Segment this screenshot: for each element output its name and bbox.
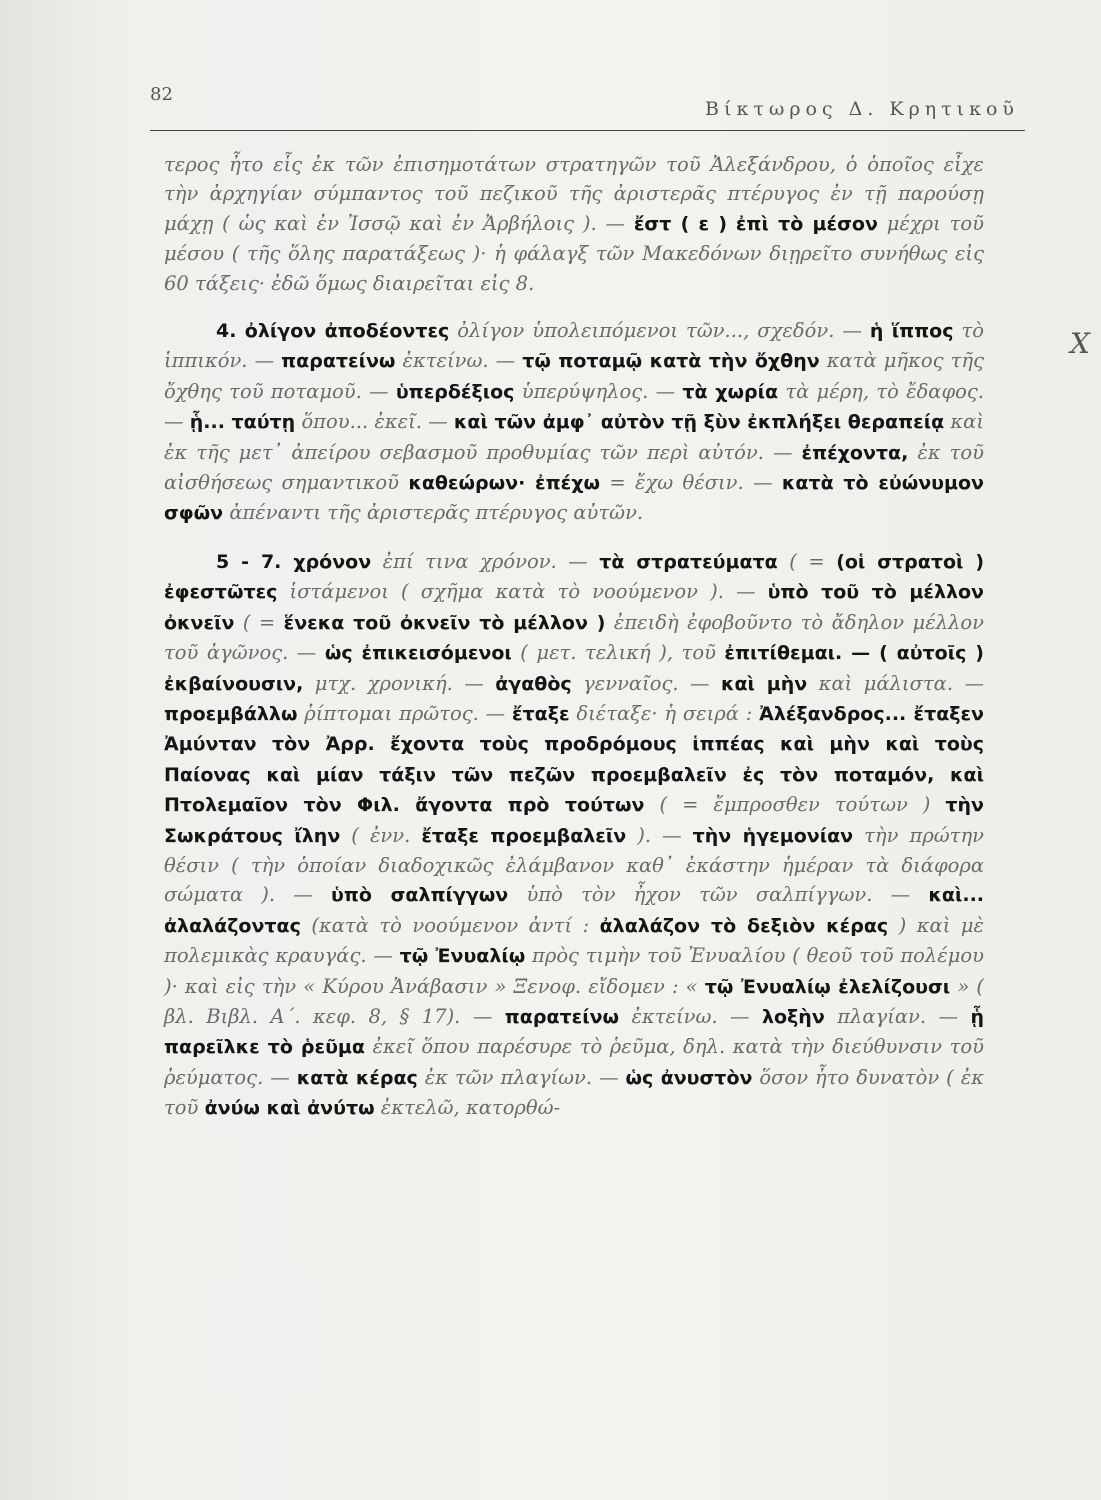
- gloss-text: γενναῖος. —: [571, 671, 721, 695]
- gloss-text: ) καὶ μὲ πολεμικὰς κραυγάς. —: [164, 913, 984, 968]
- lemma-term: ἐπέχοντα,: [801, 441, 909, 464]
- lemma-term: κατὰ κέρας: [296, 1066, 418, 1089]
- gloss-text: ὀλίγον ὑπολειπόμενοι τῶν..., σχεδόν. —: [449, 319, 870, 343]
- gloss-text: μτχ. χρονική. —: [303, 671, 496, 695]
- gloss-text: ἐκτελῶ, κατορθώ-: [374, 1096, 561, 1120]
- lemma-term: ἀγαθὸς: [495, 672, 572, 695]
- lemma-term: τὰ χωρία: [682, 380, 779, 403]
- commentary-text: [164, 150, 984, 1124]
- lemma-term: ᾗ παρεῖλκε τὸ ῥεῦμα: [164, 1005, 984, 1059]
- gloss-text: ἱστάμενοι ( σχῆμα κατὰ τὸ νοούμενον ). —: [277, 580, 768, 604]
- gloss-text: » ( βλ. Βιβλ. Α΄. κεφ. 8, § 17). —: [164, 974, 985, 1028]
- lemma-term: ὑπερδέξιος: [395, 380, 515, 403]
- lemma-term: ἔστ ( ε ): [633, 212, 728, 235]
- gloss-text: τὴν πρώτην θέσιν ( τὴν ὁποίαν διαδοχικῶς ἐλάμβανον καθ᾿ ἑκάστην ἡμέραν τὰ διάφορα σώματα ). —: [164, 823, 985, 907]
- lemma-term: κατὰ τὸ εὐώνυμον σφῶν: [164, 472, 984, 525]
- lemma-term: τῷ Ἐνυαλίῳ: [399, 945, 526, 968]
- lemma-term: ἀνύω καὶ ἀνύτω: [204, 1097, 375, 1120]
- gloss-text: ὑπὸ τὸν ἦχον τῶν σαλπίγγων. —: [508, 883, 929, 907]
- gloss-text: ἐκτείνω. —: [619, 1004, 762, 1028]
- lemma-term: τῷ Ἐνυαλίῳ ἐλελίζουσι: [704, 975, 951, 998]
- lemma-term: ὑπὸ τοῦ τὸ μέλλον ὀκνεῖν: [164, 581, 984, 634]
- lemma-term: (οἱ στρατοὶ ) ἐφεστῶτες: [164, 550, 985, 604]
- lemma-term: τῷ ποταμῷ κατὰ τὴν ὄχθην: [522, 350, 820, 373]
- lemma-term: ἀλαλάζον τὸ δεξιὸν κέρας: [599, 914, 889, 937]
- gloss-text: ἐπί τινα χρόνον. —: [371, 549, 600, 573]
- lemma-term: καθεώρων· ἐπέχω: [408, 472, 600, 495]
- gloss-text: [727, 212, 736, 235]
- lemma-term: Ἀλέξανδρος... ἔταξεν Ἀμύνταν τὸν Ἀρρ. ἔχοντα τοὺς προδρόμους ἱππέας καὶ μὴν καὶ τοὺς Παίονας καὶ μίαν τάξιν τῶν πεζῶν προεμβαλεῖν ἐς τὸν ποταμόν, καὶ Πτολεμαῖον τὸν Φιλ. ἄγοντα πρὸ τούτων: [164, 702, 984, 817]
- lemma-term: παρατείνω: [504, 1005, 620, 1028]
- lemma-term: ἔταξε: [511, 702, 570, 725]
- lemma-term: παρατείνω: [281, 350, 396, 373]
- lemma-term: 5 - 7. χρόνον: [216, 550, 372, 573]
- gloss-text: ἐκ τῶν πλαγίων. —: [417, 1065, 626, 1089]
- lemma-term: καὶ τῶν ἀμφ᾿ αὐτὸν τῇ ξὺν ἐκπλήξει θεραπείᾳ: [453, 411, 945, 434]
- lemma-term: ὡς ἀνυστὸν: [625, 1066, 753, 1089]
- gloss-text: τὸ ἱππικόν. —: [164, 319, 984, 373]
- header-rule: [150, 130, 1025, 131]
- lemma-term: ἔταξε προεμβαλεῖν: [421, 824, 627, 847]
- lemma-term: ἕνεκα τοῦ ὀκνεῖν τὸ μέλλον ): [283, 611, 606, 634]
- lemma-term: ἐπὶ τὸ μέσον: [735, 212, 878, 235]
- gloss-text: ὅσον ἦτο δυνατὸν ( ἐκ τοῦ: [164, 1065, 984, 1120]
- gloss-text: καὶ ἐκ τῆς μετ᾿ ἀπείρου σεβασμοῦ προθυμίας τῶν περὶ αὐτόν. —: [164, 410, 984, 464]
- page-number: 82: [150, 84, 173, 105]
- lemma-term: καὶ μὴν: [720, 672, 808, 695]
- gloss-text: κατὰ μῆκος τῆς ὄχθης τοῦ ποταμοῦ. —: [164, 349, 984, 403]
- lemma-term: ἐπιτίθεμαι. — ( αὐτοῖς ) ἐκβαίνουσιν,: [164, 642, 984, 695]
- gloss-text: ). —: [626, 823, 693, 847]
- running-head: Βίκτωρος Δ. Κρητικοῦ: [705, 98, 1019, 120]
- lemma-term: λοξὴν: [761, 1005, 825, 1028]
- gloss-text: ῥίπτομαι πρῶτος. —: [297, 701, 512, 725]
- gloss-text: ἐκ τοῦ αἰσθήσεως σημαντικοῦ: [164, 440, 985, 495]
- gloss-text: ( = ἔμπροσθεν τούτων ): [644, 793, 946, 817]
- margin-mark: Χ: [1070, 327, 1090, 360]
- gloss-text: μέχρι τοῦ μέσου ( τῆς ὅλης παρατάξεως )· ἡ φάλαγξ τῶν Μακεδόνων διῃρεῖτο συνήθως εἰς 60 τάξεις· ἐδῶ ὅμως διαιρεῖται εἰς 8.: [164, 211, 984, 295]
- lemma-term: τὴν Σωκράτους ἴλην: [164, 794, 984, 847]
- gloss-text: (κατὰ τὸ νοούμενον ἀντί :: [300, 913, 600, 937]
- gloss-text: πρὸς τιμὴν τοῦ Ἐνυαλίου ( θεοῦ τοῦ πολέμου )· καὶ εἰς τὴν « Κύρου Ἀνάβασιν » Ξενοφ. εἴδομεν : «: [164, 944, 984, 998]
- gloss-text: ἐπειδὴ ἐφοβοῦντο τὸ ἄδηλον μέλλον τοῦ ἀγῶνος. —: [164, 610, 985, 665]
- lemma-term: προεμβάλλω: [164, 702, 298, 725]
- commentary-paragraph: [164, 316, 984, 529]
- lemma-term: ὡς ἐπικεισόμενοι: [324, 642, 512, 665]
- lemma-term: 4. ὀλίγον ἀποδέοντες: [216, 320, 450, 343]
- gloss-text: καὶ μάλιστα. —: [807, 671, 984, 695]
- gloss-text: ( μετ. τελική ), τοῦ: [511, 641, 725, 665]
- gloss-text: ἐκτείνω. —: [395, 349, 523, 373]
- lemma-term: καὶ... ἀλαλάζοντας: [164, 884, 984, 937]
- gloss-text: ὅπου... ἐκεῖ. —: [295, 410, 454, 434]
- gloss-text: ὑπερύψηλος. —: [514, 379, 683, 403]
- lemma-term: τὰ στρατεύματα: [599, 550, 778, 573]
- lemma-term: ὑπὸ σαλπίγγων: [331, 884, 509, 907]
- commentary-paragraph: [164, 150, 984, 298]
- gloss-text: τερος ἦτο εἷς ἐκ τῶν ἐπισημοτάτων στρατηγῶν τοῦ Ἀλεξάνδρου, ὁ ὁποῖος εἶχε τὴν ἀρχηγίαν σύμπαντος τοῦ πεζικοῦ τῆς ἀριστερᾶς πτέρυγος ἐν τῇ παρούσῃ μάχῃ ( ὡς καὶ ἐν Ἰσσῷ καὶ ἐν Ἀρβήλοις ). —: [164, 153, 984, 235]
- gloss-text: τὰ μέρη, τὸ ἔδαφος. —: [164, 379, 984, 434]
- lemma-term: ᾗ... ταύτῃ: [189, 411, 296, 434]
- gloss-text: ( =: [234, 610, 284, 634]
- gloss-text: ἐκεῖ ὅπου παρέσυρε τὸ ῥεῦμα, δηλ. κατὰ τὴν διεύθυνσιν τοῦ ῥεύματος. —: [164, 1035, 984, 1089]
- lemma-term: τὴν ἡγεμονίαν: [692, 824, 854, 847]
- lemma-term: ἡ ἵππος: [869, 320, 954, 343]
- gloss-text: διέταξε· ἡ σειρά :: [569, 701, 760, 725]
- gloss-text: ( =: [777, 549, 837, 573]
- commentary-paragraph: [164, 547, 984, 1124]
- gloss-text: πλαγίαν. —: [824, 1004, 971, 1028]
- gloss-text: ἀπέναντι τῆς ἀριστερᾶς πτέρυγος αὐτῶν.: [223, 501, 644, 525]
- gloss-text: ( ἐνν.: [340, 823, 422, 847]
- gloss-text: = ἔχω θέσιν. —: [600, 471, 782, 495]
